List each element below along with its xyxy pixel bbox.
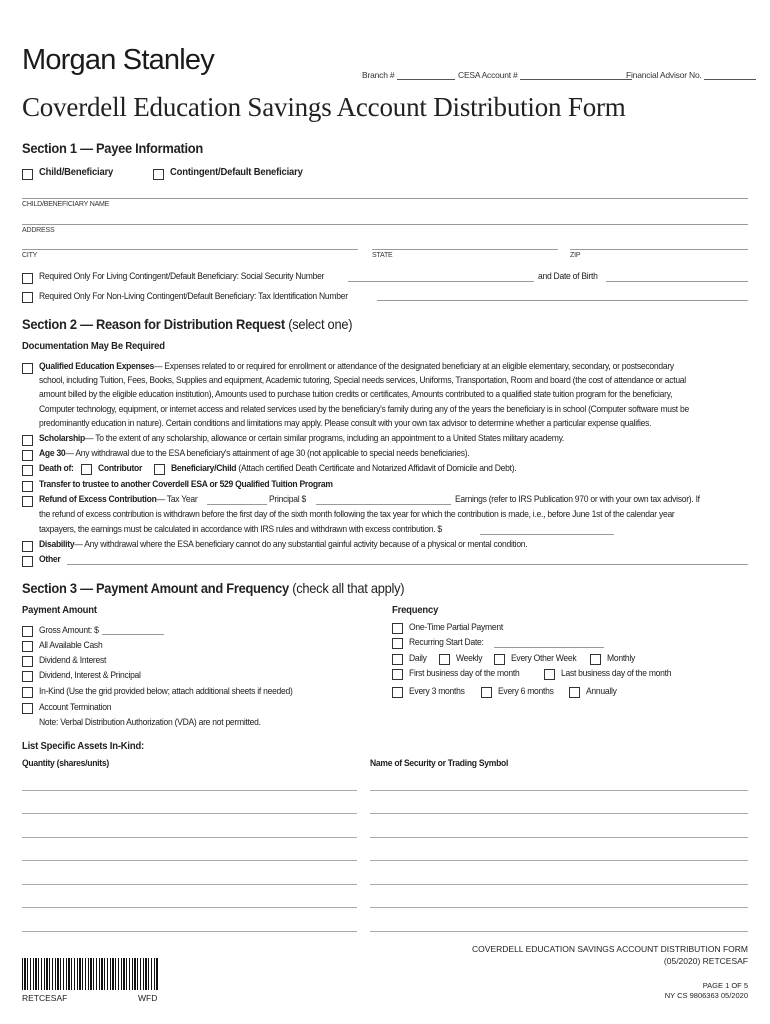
quantity-input[interactable] (22, 813, 357, 814)
one-time-label: One-Time Partial Payment (409, 622, 503, 633)
footer-form-code: (05/2020) RETCESAF (663, 956, 748, 966)
other-input[interactable] (67, 564, 748, 565)
cesa-account-field (458, 70, 632, 80)
tin-input[interactable] (377, 300, 748, 301)
state-input[interactable] (372, 249, 558, 250)
gross-amount-label: Gross Amount: $ (39, 625, 99, 636)
wfd-label: WFD (138, 993, 158, 1003)
dividend-interest-label: Dividend & Interest (39, 655, 107, 666)
all-cash-label: All Available Cash (39, 640, 103, 651)
contingent-beneficiary-label: Contingent/Default Beneficiary (170, 166, 303, 178)
security-column-label: Name of Security or Trading Symbol (370, 758, 509, 769)
annually-checkbox[interactable] (569, 685, 580, 703)
every6-label: Every 6 months (498, 686, 554, 697)
vda-note: Note: Verbal Distribution Authorization (VDA) are not permitted. (39, 717, 261, 728)
death-description: (Attach certified Death Certificate and Notarized Affidavit of Domicile and Debt). (238, 463, 517, 474)
section1-heading: Section 1 — Payee Information (22, 140, 203, 156)
death-label: Death of: (39, 463, 74, 474)
security-input[interactable] (370, 884, 748, 885)
branch-label: Branch # (362, 70, 395, 80)
age30-label: Age 30 (39, 448, 66, 459)
security-input[interactable] (370, 813, 748, 814)
branch-field (362, 70, 455, 80)
last-business-checkbox[interactable] (544, 667, 555, 685)
every3-label: Every 3 months (409, 686, 465, 697)
qualified-expenses-line: amount billed by the eligible education institution), Amounts used to purchase tuition credits or certificates, Amounts contributed to a qualified state tuition program for the beneficiary, (39, 389, 673, 401)
footer-page: PAGE 1 OF 5 (702, 981, 748, 990)
qualified-expenses-label: Qualified Education Expenses (39, 361, 155, 372)
assets-heading: List Specific Assets In-Kind: (22, 740, 145, 752)
contingent-beneficiary-checkbox[interactable] (153, 167, 164, 185)
refund-taxyear-input[interactable] (207, 504, 267, 505)
documentation-note: Documentation May Be Required (22, 340, 165, 352)
payment-amount-heading: Payment Amount (22, 604, 97, 616)
form-title: Coverdell Education Savings Account Distribution Form (22, 92, 626, 122)
security-input[interactable] (370, 931, 748, 932)
refund-taxyear-label: — Tax Year (156, 494, 198, 505)
qualified-expenses-line: — Expenses related to or required for enrollment or attendance of the designated beneficiary at an eligible elementary, secondary, or postsecondary (154, 361, 674, 372)
quantity-column-label: Quantity (shares/units) (22, 758, 109, 769)
security-input[interactable] (370, 837, 748, 838)
morgan-stanley-logo: Morgan Stanley (22, 44, 214, 76)
quantity-input[interactable] (22, 931, 357, 932)
refund-line: taxpayers, the earnings must be calculated in accordance with IRS rules and withdrawn with excess contribution. $ (39, 524, 442, 535)
every-other-week-label: Every Other Week (511, 653, 577, 664)
div-int-principal-label: Dividend, Interest & Principal (39, 670, 141, 681)
death-beneficiary-text (171, 463, 516, 474)
every3-checkbox[interactable] (392, 685, 403, 703)
refund-principal-input[interactable] (316, 504, 451, 505)
annually-label: Annually (586, 686, 617, 697)
refund-label: Refund of Excess Contribution (39, 494, 157, 505)
qualified-expenses-checkbox[interactable] (22, 361, 33, 379)
first-business-checkbox[interactable] (392, 667, 403, 685)
state-label: STATE (372, 252, 393, 259)
nonliving-contingent-text: Required Only For Non-Living Contingent/Default Beneficiary: Tax Identification Number (39, 291, 348, 302)
financial-advisor-field (626, 70, 756, 80)
living-contingent-checkbox[interactable] (22, 271, 33, 289)
every6-checkbox[interactable] (481, 685, 492, 703)
security-input[interactable] (370, 790, 748, 791)
security-input[interactable] (370, 907, 748, 908)
weekly-label: Weekly (456, 653, 483, 664)
daily-label: Daily (409, 653, 427, 664)
recurring-start-input[interactable] (494, 647, 604, 648)
address-input[interactable] (22, 224, 748, 225)
disability-label: Disability (39, 539, 75, 550)
branch-input[interactable] (397, 72, 455, 80)
section3-title: Section 3 — Payment Amount and Frequency (22, 580, 289, 596)
first-business-label: First business day of the month (409, 668, 520, 679)
address-label: ADDRESS (22, 227, 55, 234)
refund-checkbox[interactable] (22, 494, 33, 512)
section3-subtitle: (check all that apply) (292, 580, 405, 596)
quantity-input[interactable] (22, 884, 357, 885)
living-contingent-text: Required Only For Living Contingent/Default Beneficiary: Social Security Number (39, 271, 325, 282)
recurring-label: Recurring Start Date: (409, 637, 484, 648)
child-name-label: CHILD/BENEFICIARY NAME (22, 201, 110, 208)
death-contributor-checkbox[interactable] (81, 462, 92, 480)
other-checkbox[interactable] (22, 554, 33, 572)
gross-amount-input[interactable] (102, 634, 164, 635)
age30-description: — Any withdrawal due to the ESA beneficiary's attainment of age 30 (not applicable to special needs beneficiaries). (65, 448, 470, 459)
scholarship-description: — To the extent of any scholarship, allowance or certain similar programs, including an appointment to a United States military academy. (84, 433, 565, 444)
disability-description: — Any withdrawal where the ESA beneficiary cannot do any substantial gainful activity because of a physical or mental condition. (74, 539, 528, 550)
financial-advisor-label: Financial Advisor No. (626, 70, 702, 80)
cesa-account-label: CESA Account # (458, 70, 518, 80)
last-business-label: Last business day of the month (561, 668, 672, 679)
security-input[interactable] (370, 860, 748, 861)
footer-form-name: COVERDELL EDUCATION SAVINGS ACCOUNT DISTRIBUTION FORM (472, 944, 748, 954)
child-beneficiary-label: Child/Beneficiary (39, 166, 114, 178)
barcode-label: RETCESAF (22, 993, 68, 1003)
child-name-input[interactable] (22, 198, 748, 199)
death-beneficiary-checkbox[interactable] (154, 462, 165, 480)
city-label: CITY (22, 252, 38, 259)
termination-label: Account Termination (39, 702, 112, 713)
frequency-heading: Frequency (392, 604, 439, 616)
refund-earnings-text: Earnings (refer to IRS Publication 970 or with your own tax advisor). If (455, 494, 700, 505)
financial-advisor-input[interactable] (704, 72, 756, 80)
cesa-account-input[interactable] (520, 72, 632, 80)
qualified-expenses-text (39, 360, 689, 431)
age30-text (39, 448, 469, 459)
death-beneficiary-label: Beneficiary/Child (171, 463, 237, 474)
dob-label: and Date of Birth (538, 271, 598, 282)
ssn-input[interactable] (348, 281, 534, 282)
qualified-expenses-line: Computer technology, equipment, or internet access and related services used by the beneficiary's family during any of the years the beneficiary is in school (Computer software must be (39, 403, 689, 415)
quantity-input[interactable] (22, 860, 357, 861)
refund-text (39, 494, 197, 505)
city-input[interactable] (22, 249, 358, 250)
section3-heading (22, 580, 404, 596)
child-beneficiary-checkbox[interactable] (22, 167, 33, 185)
section2-subtitle: (select one) (288, 316, 353, 332)
termination-checkbox[interactable] (22, 701, 33, 719)
refund-earnings-input[interactable] (480, 534, 614, 535)
other-label: Other (39, 554, 61, 565)
scholarship-label: Scholarship (39, 433, 85, 444)
dob-input[interactable] (606, 281, 748, 282)
in-kind-label: In-Kind (Use the grid provided below; attach additional sheets if needed) (39, 686, 293, 697)
section2-title: Section 2 — Reason for Distribution Request (22, 316, 285, 332)
quantity-input[interactable] (22, 837, 357, 838)
nonliving-contingent-checkbox[interactable] (22, 290, 33, 308)
footer-ny-cs: NY CS 9806363 05/2020 (664, 991, 748, 1000)
quantity-input[interactable] (22, 790, 357, 791)
qualified-expenses-line: predominantly education in nature). Certain conditions and limitations may apply. Please consult with your own tax advisor to determine whether a particular expense qualifies. (39, 417, 652, 429)
disability-text (39, 539, 527, 550)
refund-principal-label: Principal $ (269, 494, 306, 505)
scholarship-text (39, 433, 564, 444)
section2-heading (22, 316, 352, 332)
zip-input[interactable] (570, 249, 748, 250)
refund-line: the refund of excess contribution is withdrawn before the first day of the sixth month following the tax year for which the contribution is made, i.e., before June 1st of the calendar year (39, 509, 675, 520)
monthly-label: Monthly (607, 653, 636, 664)
barcode-image (22, 958, 158, 990)
death-contributor-label: Contributor (98, 463, 143, 474)
quantity-input[interactable] (22, 907, 357, 908)
zip-label: ZIP (570, 252, 581, 259)
transfer-label: Transfer to trustee to another Coverdell ESA or 529 Qualified Tuition Program (39, 479, 333, 490)
qualified-expenses-line: school, including Tuition, Fees, Books, Supplies and equipment, Academic tutoring, Special needs services, Uniforms, Transportation, Room and board (the cost of attendance or actual (39, 375, 686, 387)
